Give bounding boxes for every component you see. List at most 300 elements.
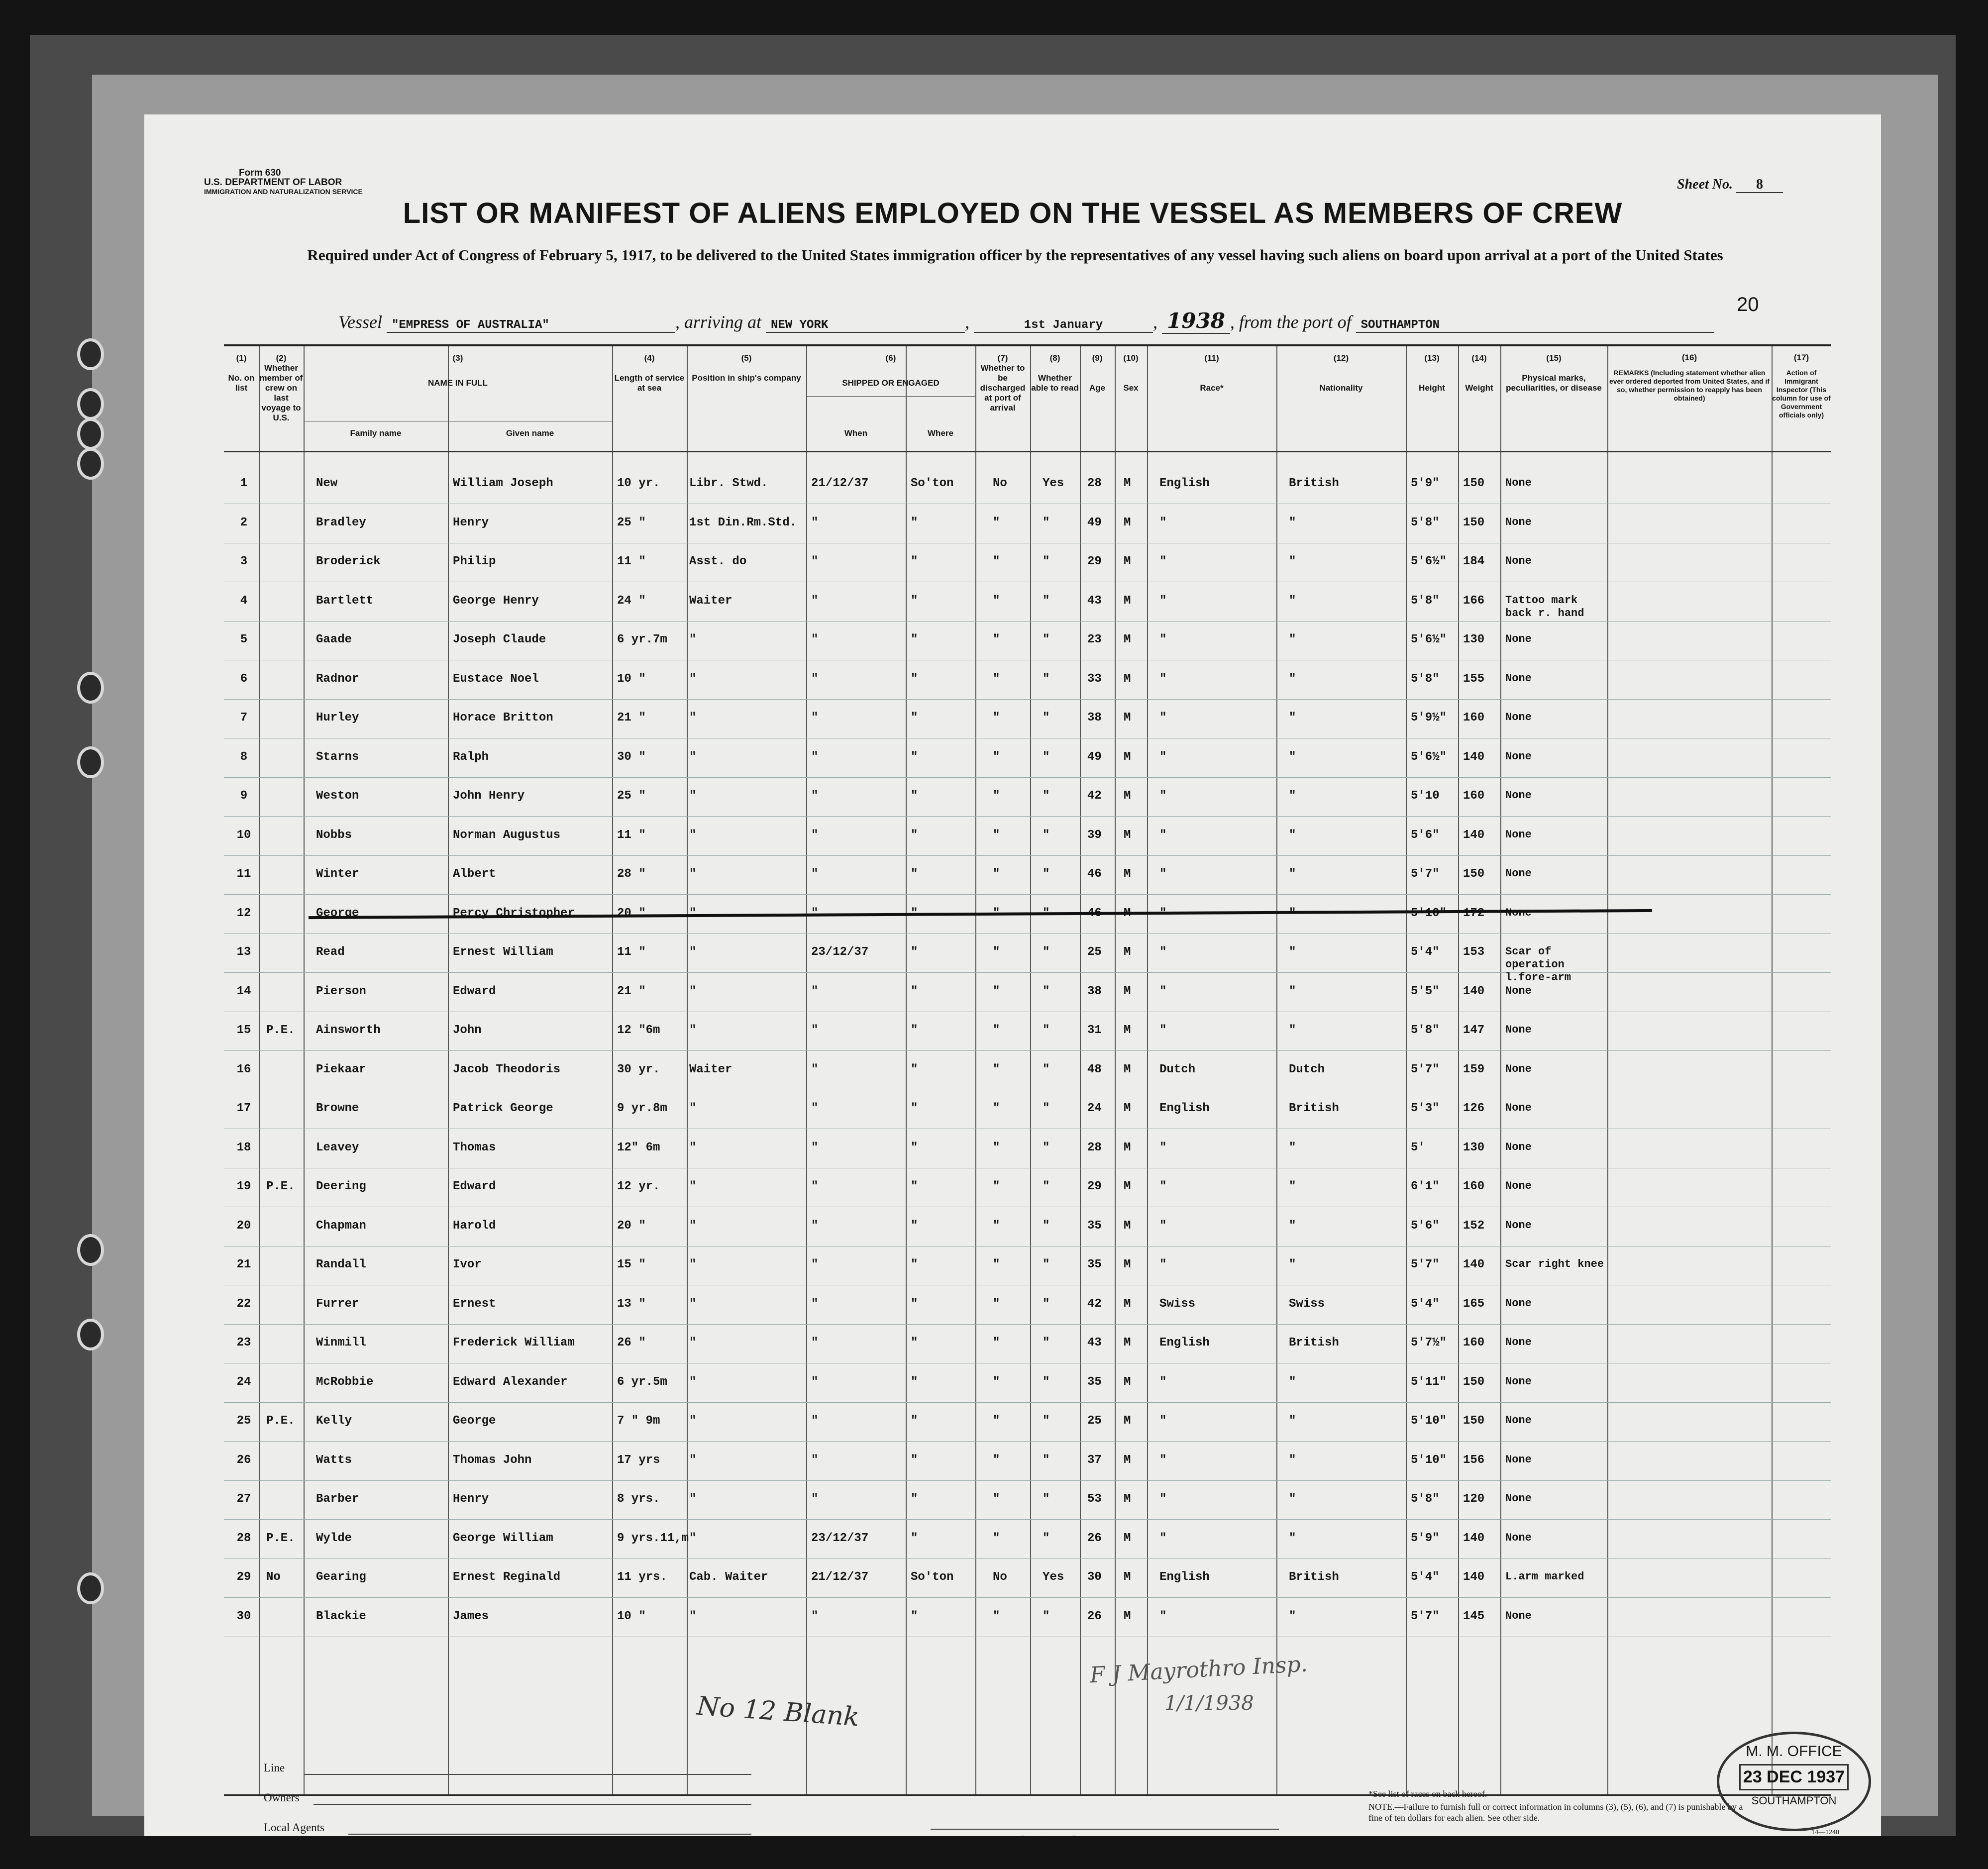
print-code: 14—1240 xyxy=(1811,1829,1839,1836)
row-service: 10 yr. xyxy=(617,477,660,490)
row-nationality: " xyxy=(1289,1453,1296,1467)
row-weight: 184 xyxy=(1463,555,1485,568)
row-number: 17 xyxy=(236,1102,251,1115)
row-shipped-where: " xyxy=(911,945,918,959)
row-number: 4 xyxy=(240,594,248,608)
row-number: 7 xyxy=(240,711,248,725)
row-given-name: Edward xyxy=(453,1180,496,1193)
row-sex: M xyxy=(1124,1336,1131,1350)
row-service: 12 yr. xyxy=(617,1180,660,1193)
row-height: 5'3" xyxy=(1411,1102,1440,1115)
row-physical-marks: None xyxy=(1505,633,1532,645)
row-number: 5 xyxy=(240,633,248,646)
row-discharged: " xyxy=(993,555,1000,568)
row-able-to-read: " xyxy=(1043,1102,1050,1115)
row-shipped-when: 23/12/37 xyxy=(811,1531,869,1545)
row-age: 35 xyxy=(1087,1219,1102,1233)
inspector-signature: F J Mayrothro Insp. xyxy=(1089,1651,1308,1688)
row-height: 5'10 xyxy=(1411,789,1440,803)
row-race: " xyxy=(1159,984,1167,998)
row-race: " xyxy=(1159,1414,1167,1428)
row-age: 46 xyxy=(1087,906,1102,920)
row-nationality: " xyxy=(1289,594,1296,608)
row-height: 5'7½" xyxy=(1411,1336,1447,1350)
crew-table xyxy=(224,344,1831,1796)
row-service: 15 " xyxy=(617,1258,646,1271)
row-shipped-when: " xyxy=(811,906,819,920)
binder-hole xyxy=(77,1234,104,1266)
row-nationality: " xyxy=(1289,984,1296,998)
row-shipped-where: " xyxy=(911,1024,918,1037)
row-nationality: " xyxy=(1289,1024,1296,1037)
row-sex: M xyxy=(1124,1180,1131,1193)
row-able-to-read: " xyxy=(1043,984,1050,998)
row-height: 5' xyxy=(1411,1141,1425,1154)
row-weight: 156 xyxy=(1463,1453,1485,1467)
row-able-to-read: " xyxy=(1043,1062,1050,1076)
row-height: 5'8" xyxy=(1411,1492,1440,1506)
row-rule xyxy=(224,816,1831,817)
row-position: " xyxy=(689,1375,697,1389)
row-service: 17 yrs xyxy=(617,1453,660,1467)
row-height: 5'4" xyxy=(1411,945,1440,959)
row-service: 21 " xyxy=(617,984,646,998)
row-weight: 130 xyxy=(1463,1141,1485,1154)
page-number: 20 xyxy=(1737,294,1759,315)
row-position: " xyxy=(689,1609,697,1623)
row-rule xyxy=(224,777,1831,778)
row-given-name: George William xyxy=(453,1531,553,1545)
row-given-name: Thomas xyxy=(453,1141,496,1154)
row-discharged: " xyxy=(993,1609,1000,1623)
row-able-to-read: " xyxy=(1043,1180,1050,1193)
row-family-name: Randall xyxy=(316,1258,366,1271)
row-race: " xyxy=(1159,1141,1167,1154)
row-nationality: " xyxy=(1289,750,1296,764)
row-shipped-when: " xyxy=(811,828,819,842)
row-family-name: Kelly xyxy=(316,1414,352,1428)
row-number: 22 xyxy=(236,1297,251,1311)
row-number: 26 xyxy=(236,1453,251,1467)
row-family-name: Piekaar xyxy=(316,1062,366,1076)
row-shipped-when: " xyxy=(811,789,819,803)
row-given-name: Henry xyxy=(453,1492,489,1506)
row-race: " xyxy=(1159,1219,1167,1233)
row-able-to-read: " xyxy=(1043,1492,1050,1506)
row-weight: 140 xyxy=(1463,828,1485,842)
row-shipped-where: " xyxy=(911,1375,918,1389)
row-rule xyxy=(224,1480,1831,1481)
row-discharged: " xyxy=(993,1258,1000,1271)
col-num-14: (14) xyxy=(1471,353,1487,363)
row-service: 11 " xyxy=(617,828,646,842)
row-able-to-read: " xyxy=(1043,1219,1050,1233)
row-shipped-where: " xyxy=(911,867,918,881)
row-weight: 160 xyxy=(1463,789,1485,803)
row-able-to-read: " xyxy=(1043,1375,1050,1389)
row-given-name: Philip xyxy=(453,555,496,568)
row-weight: 150 xyxy=(1463,477,1485,490)
row-position: " xyxy=(689,789,697,803)
page-title: LIST OR MANIFEST OF ALIENS EMPLOYED ON THE VESSEL AS MEMBERS OF CREW xyxy=(403,197,1623,229)
form-number: Form 630 xyxy=(239,168,281,178)
row-race: " xyxy=(1159,516,1167,529)
row-position: Asst. do xyxy=(689,555,747,568)
col-num-9: (9) xyxy=(1092,353,1103,363)
row-family-name: Nobbs xyxy=(316,828,352,842)
row-given-name: Horace Britton xyxy=(453,711,553,725)
row-discharged: " xyxy=(993,1336,1000,1350)
row-age: 31 xyxy=(1087,1024,1102,1037)
row-nationality: British xyxy=(1289,1102,1339,1115)
row-race: " xyxy=(1159,711,1167,725)
row-shipped-where: " xyxy=(911,1453,918,1467)
row-race: " xyxy=(1159,555,1167,568)
row-position: " xyxy=(689,1102,697,1115)
row-family-name: Leavey xyxy=(316,1141,359,1154)
row-height: 5'10" xyxy=(1411,1414,1447,1428)
row-physical-marks: None xyxy=(1505,906,1532,919)
row-position: " xyxy=(689,1453,697,1467)
row-shipped-where: " xyxy=(911,516,918,529)
row-family-name: Winter xyxy=(316,867,359,881)
row-rule xyxy=(224,855,1831,856)
row-nationality: " xyxy=(1289,867,1296,881)
row-sex: M xyxy=(1124,1492,1131,1506)
row-previous-voyage: P.E. xyxy=(266,1531,295,1545)
row-sex: M xyxy=(1124,1297,1131,1311)
row-physical-marks: None xyxy=(1505,1102,1532,1114)
row-physical-marks: None xyxy=(1505,1062,1532,1075)
row-position: Cab. Waiter xyxy=(689,1570,768,1584)
row-number: 29 xyxy=(236,1570,251,1584)
arrival-date: 1st January xyxy=(974,318,1153,333)
row-service: 20 " xyxy=(617,1219,646,1233)
row-position: " xyxy=(689,711,697,725)
row-nationality: British xyxy=(1289,1336,1339,1350)
row-family-name: Gearing xyxy=(316,1570,366,1584)
row-shipped-when: 21/12/37 xyxy=(811,1570,869,1584)
row-physical-marks: L.arm marked xyxy=(1505,1570,1584,1583)
row-service: 11 " xyxy=(617,945,646,959)
row-age: 38 xyxy=(1087,984,1102,998)
row-discharged: " xyxy=(993,1180,1000,1193)
row-able-to-read: Yes xyxy=(1043,477,1064,490)
row-able-to-read: " xyxy=(1043,867,1050,881)
row-service: 10 " xyxy=(617,1609,646,1623)
row-number: 21 xyxy=(236,1258,251,1271)
row-discharged: " xyxy=(993,1062,1000,1076)
row-shipped-when: " xyxy=(811,1219,819,1233)
row-shipped-where: " xyxy=(911,1062,918,1076)
col-header-when: When xyxy=(844,428,868,438)
row-weight: 140 xyxy=(1463,984,1485,998)
row-shipped-where: " xyxy=(911,594,918,608)
row-age: 38 xyxy=(1087,711,1102,725)
row-rule xyxy=(224,1324,1831,1325)
row-weight: 140 xyxy=(1463,750,1485,764)
col-num-5: (5) xyxy=(741,353,752,363)
row-service: 20 " xyxy=(617,906,646,920)
row-physical-marks: None xyxy=(1505,750,1532,763)
row-weight: 140 xyxy=(1463,1258,1485,1271)
row-age: 26 xyxy=(1087,1609,1102,1623)
row-number: 3 xyxy=(240,555,248,568)
row-given-name: Frederick William xyxy=(453,1336,575,1350)
row-nationality: " xyxy=(1289,633,1296,646)
row-number: 1 xyxy=(240,477,248,490)
arrival-port: NEW YORK xyxy=(766,318,965,333)
row-sex: M xyxy=(1124,984,1131,998)
row-family-name: Gaade xyxy=(316,633,352,646)
row-position: " xyxy=(689,750,697,764)
row-weight: 160 xyxy=(1463,711,1485,725)
row-race: " xyxy=(1159,1024,1167,1037)
row-discharged: " xyxy=(993,594,1000,608)
failure-note: NOTE.—Failure to furnish full or correct information in columns (3), (5), (6), and (7) is punishable by a fine of ten dollars for each alien. See other side. xyxy=(1368,1802,1743,1823)
row-sex: M xyxy=(1124,594,1131,608)
col-header-position: Position in ship's company xyxy=(692,373,801,383)
inspector-date: 1/1/1938 xyxy=(1164,1692,1254,1715)
row-position: " xyxy=(689,945,697,959)
row-number: 25 xyxy=(236,1414,251,1428)
row-height: 5'4" xyxy=(1411,1570,1440,1584)
row-height: 5'6½" xyxy=(1411,633,1447,646)
col-header-family-name: Family name xyxy=(350,428,402,438)
binder-hole xyxy=(77,1572,104,1604)
row-age: 28 xyxy=(1087,1141,1102,1154)
row-position: " xyxy=(689,1219,697,1233)
row-family-name: Bartlett xyxy=(316,594,374,608)
col-header-given-name: Given name xyxy=(506,428,554,438)
row-family-name: Browne xyxy=(316,1102,359,1115)
row-age: 29 xyxy=(1087,1180,1102,1193)
row-given-name: John Henry xyxy=(453,789,525,803)
col-num-10: (10) xyxy=(1123,353,1139,363)
row-position: " xyxy=(689,1297,697,1311)
row-sex: M xyxy=(1124,1258,1131,1271)
row-age: 30 xyxy=(1087,1570,1102,1584)
row-height: 5'9½" xyxy=(1411,711,1447,725)
row-shipped-when: " xyxy=(811,1453,819,1467)
row-age: 28 xyxy=(1087,477,1102,490)
row-position: " xyxy=(689,867,697,881)
row-weight: 166 xyxy=(1463,594,1485,608)
row-weight: 150 xyxy=(1463,1375,1485,1389)
row-nationality: " xyxy=(1289,1492,1296,1506)
row-nationality: Dutch xyxy=(1289,1062,1325,1076)
row-given-name: James xyxy=(453,1609,489,1623)
row-discharged: " xyxy=(993,1102,1000,1115)
row-race: English xyxy=(1159,1570,1210,1584)
row-shipped-where: " xyxy=(911,1219,918,1233)
row-shipped-where: " xyxy=(911,1258,918,1271)
row-age: 35 xyxy=(1087,1258,1102,1271)
row-nationality: British xyxy=(1289,1570,1339,1584)
row-shipped-when: 21/12/37 xyxy=(811,477,869,490)
row-number: 20 xyxy=(236,1219,251,1233)
sheet-number-value: 8 xyxy=(1736,177,1783,193)
row-service: 9 yr.8m xyxy=(617,1102,667,1115)
row-discharged: " xyxy=(993,906,1000,920)
row-shipped-where: " xyxy=(911,711,918,725)
row-shipped-when: 23/12/37 xyxy=(811,945,869,959)
row-service: 30 yr. xyxy=(617,1062,660,1076)
row-discharged: " xyxy=(993,1375,1000,1389)
row-physical-marks: None xyxy=(1505,1336,1532,1349)
row-physical-marks: None xyxy=(1505,555,1532,567)
row-physical-marks: None xyxy=(1505,1492,1532,1505)
binder-hole xyxy=(77,1319,104,1350)
row-race: " xyxy=(1159,1453,1167,1467)
row-weight: 150 xyxy=(1463,867,1485,881)
row-sex: M xyxy=(1124,516,1131,529)
row-service: 26 " xyxy=(617,1336,646,1350)
row-service: 7 " 9m xyxy=(617,1414,660,1428)
row-rule xyxy=(224,1597,1831,1598)
row-nationality: " xyxy=(1289,1141,1296,1154)
row-race: " xyxy=(1159,1375,1167,1389)
col-header-sex: Sex xyxy=(1123,383,1139,393)
row-discharged: No xyxy=(993,477,1007,490)
row-age: 49 xyxy=(1087,750,1102,764)
row-family-name: Starns xyxy=(316,750,359,764)
row-position: " xyxy=(689,906,697,920)
row-position: " xyxy=(689,1414,697,1428)
row-sex: M xyxy=(1124,906,1131,920)
row-weight: 120 xyxy=(1463,1492,1485,1506)
row-able-to-read: " xyxy=(1043,633,1050,646)
row-shipped-when: " xyxy=(811,1258,819,1271)
row-shipped-where: " xyxy=(911,984,918,998)
row-discharged: " xyxy=(993,1453,1000,1467)
col-num-7: (7) xyxy=(997,353,1008,363)
row-race: English xyxy=(1159,1102,1210,1115)
office-stamp xyxy=(1717,1732,1871,1831)
row-nationality: " xyxy=(1289,1414,1296,1428)
row-race: " xyxy=(1159,750,1167,764)
row-able-to-read: " xyxy=(1043,1297,1050,1311)
row-physical-marks: None xyxy=(1505,984,1532,997)
row-family-name: Broderick xyxy=(316,555,381,568)
row-position: " xyxy=(689,672,697,686)
row-discharged: " xyxy=(993,1141,1000,1154)
row-position: " xyxy=(689,1336,697,1350)
row-number: 14 xyxy=(236,984,251,998)
row-able-to-read: Yes xyxy=(1043,1570,1064,1584)
row-race: " xyxy=(1159,789,1167,803)
row-sex: M xyxy=(1124,1570,1131,1584)
row-rule xyxy=(224,699,1831,700)
row-physical-marks: None xyxy=(1505,1375,1532,1388)
row-physical-marks: None xyxy=(1505,789,1532,802)
row-height: 5'7" xyxy=(1411,1609,1440,1623)
row-family-name: Hurley xyxy=(316,711,359,725)
row-family-name: Blackie xyxy=(316,1609,366,1623)
row-service: 21 " xyxy=(617,711,646,725)
row-physical-marks: None xyxy=(1505,1141,1532,1153)
row-discharged: " xyxy=(993,672,1000,686)
row-position: " xyxy=(689,984,697,998)
row-number: 15 xyxy=(236,1024,251,1037)
row-family-name: George xyxy=(316,906,359,920)
row-weight: 172 xyxy=(1463,906,1485,920)
row-previous-voyage: No xyxy=(266,1570,281,1584)
arrival-year: 1938 xyxy=(1162,309,1230,334)
row-sex: M xyxy=(1124,1024,1131,1037)
row-sex: M xyxy=(1124,1219,1131,1233)
col-num-8: (8) xyxy=(1049,353,1060,363)
row-shipped-where: " xyxy=(911,1141,918,1154)
row-physical-marks: None xyxy=(1505,1453,1532,1466)
binder-hole xyxy=(77,388,104,420)
row-shipped-when: " xyxy=(811,1375,819,1389)
row-nationality: " xyxy=(1289,555,1296,568)
row-nationality: " xyxy=(1289,672,1296,686)
col-num-11: (11) xyxy=(1204,353,1219,363)
row-physical-marks: None xyxy=(1505,1180,1532,1192)
row-shipped-where: " xyxy=(911,906,918,920)
col-num-16: (16) xyxy=(1681,353,1697,362)
row-able-to-read: " xyxy=(1043,1453,1050,1467)
row-family-name: Barber xyxy=(316,1492,359,1506)
row-race: " xyxy=(1159,1180,1167,1193)
row-race: Swiss xyxy=(1159,1297,1196,1311)
row-shipped-where: " xyxy=(911,555,918,568)
row-able-to-read: " xyxy=(1043,945,1050,959)
row-shipped-where: " xyxy=(911,1414,918,1428)
row-service: 24 " xyxy=(617,594,646,608)
row-given-name: Ernest Reginald xyxy=(453,1570,561,1584)
row-position: 1st Din.Rm.Std. xyxy=(689,516,797,529)
row-sex: M xyxy=(1124,789,1131,803)
row-height: 5'6" xyxy=(1411,1219,1440,1233)
row-able-to-read: " xyxy=(1043,750,1050,764)
row-service: 10 " xyxy=(617,672,646,686)
row-physical-marks: None xyxy=(1505,1531,1532,1544)
arriving-label: , arriving at xyxy=(675,312,761,332)
row-weight: 150 xyxy=(1463,516,1485,529)
row-sex: M xyxy=(1124,1531,1131,1545)
col-num-3: (3) xyxy=(452,353,463,363)
row-rule xyxy=(224,621,1831,622)
row-able-to-read: " xyxy=(1043,906,1050,920)
row-discharged: " xyxy=(993,789,1000,803)
col-num-17: (17) xyxy=(1793,353,1809,362)
vessel-name: "EMPRESS OF AUSTRALIA" xyxy=(387,318,675,333)
row-given-name: Jacob Theodoris xyxy=(453,1062,561,1076)
row-shipped-where: " xyxy=(911,633,918,646)
row-family-name: Winmill xyxy=(316,1336,366,1350)
row-height: 5'10" xyxy=(1411,906,1447,920)
row-able-to-read: " xyxy=(1043,711,1050,725)
row-age: 25 xyxy=(1087,1414,1102,1428)
row-given-name: Ivor xyxy=(453,1258,482,1271)
row-nationality: " xyxy=(1289,1258,1296,1271)
row-weight: 150 xyxy=(1463,1414,1485,1428)
row-height: 5'8" xyxy=(1411,672,1440,686)
row-weight: 126 xyxy=(1463,1102,1485,1115)
row-height: 5'9" xyxy=(1411,477,1440,490)
row-shipped-where: " xyxy=(911,1336,918,1350)
row-family-name: New xyxy=(316,477,338,490)
row-age: 42 xyxy=(1087,789,1102,803)
row-sex: M xyxy=(1124,1609,1131,1623)
row-number: 30 xyxy=(236,1609,251,1623)
row-shipped-when: " xyxy=(811,1180,819,1193)
row-weight: 130 xyxy=(1463,633,1485,646)
row-shipped-where: " xyxy=(911,672,918,686)
